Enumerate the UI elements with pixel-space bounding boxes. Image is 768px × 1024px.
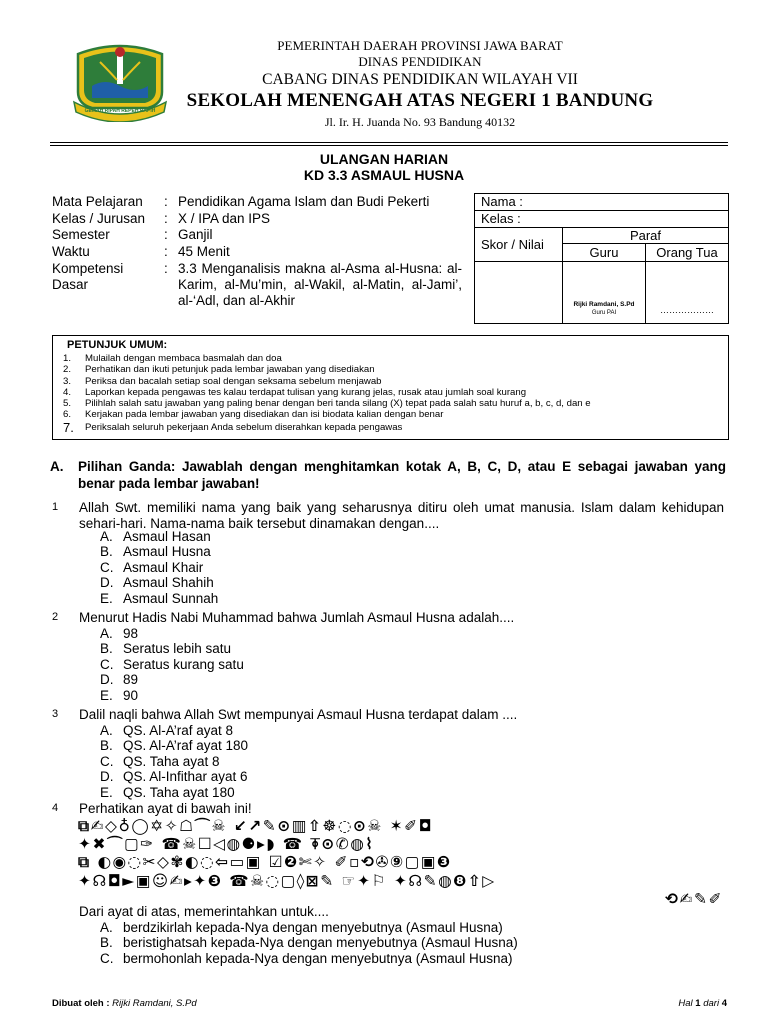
score-cell[interactable] xyxy=(475,262,562,323)
footer-page xyxy=(678,998,727,1009)
section-a-text: Pilihan Ganda: Jawablah dengan menghitamkan kotak A, B, C, D, atau E sebagai jawaban yang benar pada lembar jawaban! xyxy=(78,459,726,491)
answer-option[interactable] xyxy=(100,688,244,703)
question-stem: Allah Swt. memiliki nama yang baik yang seharusnya ditiru oleh umat manusia. Islam dalam kehidupan sehari-hari. Nama-nama baik tersebut dinamakan dengan.... xyxy=(79,500,724,531)
info-row xyxy=(52,194,462,210)
teacher-label: Guru xyxy=(563,244,646,261)
teacher-role: Guru PAI xyxy=(591,310,617,316)
info-row xyxy=(52,227,462,243)
instruction-text: Laporkan kepada pengawas tes kalau terdapat tulisan yang kurang jelas, rusak atau jumlah soal kurang xyxy=(85,386,527,398)
instruction-text: Mulailah dengan membaca basmalah dan doa xyxy=(85,353,282,364)
instruction-number: 6. xyxy=(63,409,72,421)
instruction-text: Kerjakan pada lembar jawaban yang disediakan dan isi biodata kalian dengan benar xyxy=(85,409,444,421)
info-key: Kelas / Jurusan xyxy=(52,210,146,226)
answer-option[interactable] xyxy=(100,544,218,559)
option-text: Asmaul Shahih xyxy=(123,575,214,591)
header-divider xyxy=(50,142,728,143)
option-letter: D. xyxy=(100,575,114,591)
instruction-item xyxy=(63,353,723,364)
answer-option[interactable] xyxy=(100,575,218,590)
instruction-item xyxy=(63,376,723,387)
option-letter: E. xyxy=(100,784,113,800)
info-colon: : xyxy=(164,260,168,276)
instruction-text: Periksalah seluruh pekerjaan Anda sebelum diserahkan kepada pengawas xyxy=(85,421,403,433)
option-letter: B. xyxy=(100,935,113,951)
instruction-number: 4. xyxy=(63,386,72,398)
answer-options xyxy=(100,529,218,606)
instruction-item xyxy=(63,364,723,375)
info-row xyxy=(52,211,462,227)
school-logo xyxy=(70,40,170,122)
parent-label: Orang Tua xyxy=(656,245,718,260)
answer-option[interactable] xyxy=(100,754,248,769)
option-text: 90 xyxy=(123,687,139,703)
option-letter: C. xyxy=(100,559,114,575)
info-colon: : xyxy=(164,243,168,259)
info-key: Kompetensi Dasar xyxy=(52,260,124,292)
answer-option[interactable] xyxy=(100,920,518,935)
instructions-list xyxy=(63,353,723,435)
option-letter: D. xyxy=(100,769,114,785)
option-letter: C. xyxy=(100,753,114,769)
answer-option[interactable] xyxy=(100,641,244,656)
option-text: QS. Taha ayat 180 xyxy=(123,784,235,800)
answer-option[interactable] xyxy=(100,672,244,687)
option-text: QS. Al-A’raf ayat 8 xyxy=(123,723,234,738)
question-substem: Dari ayat di atas, memerintahkan untuk.... xyxy=(79,904,329,919)
option-text: Asmaul Sunnah xyxy=(123,590,219,606)
option-letter: A. xyxy=(100,626,113,641)
option-text: Asmaul Hasan xyxy=(123,529,211,544)
question-stem: Dalil naqli bahwa Allah Swt mempunyai Asmaul Husna terdapat dalam .... xyxy=(79,707,518,722)
teacher-name: Rijki Ramdani, S.Pd xyxy=(573,301,635,308)
footer-author-label: Dibuat oleh : xyxy=(52,998,110,1009)
school-name: SEKOLAH MENENGAH ATAS NEGERI 1 BANDUNG xyxy=(186,90,654,111)
info-key: Mata Pelajaran xyxy=(52,194,143,209)
school-address: Jl. Ir. H. Juanda No. 93 Bandung 40132 xyxy=(324,115,516,129)
instruction-item xyxy=(63,387,723,398)
option-text: beristighatsah kepada-Nya dengan menyebutnya (Asmaul Husna) xyxy=(123,935,518,951)
option-letter: C. xyxy=(100,656,114,672)
option-text: Asmaul Khair xyxy=(123,559,204,575)
answer-option[interactable] xyxy=(100,738,248,753)
option-text: 89 xyxy=(123,672,139,688)
score-label: Skor / Nilai xyxy=(475,228,562,262)
instruction-number: 3. xyxy=(63,375,72,387)
footer-page-prefix: Hal xyxy=(678,998,693,1009)
option-text: QS. Al-Infithar ayat 6 xyxy=(123,769,248,785)
student-box xyxy=(474,193,729,324)
footer-author-name: Rijki Ramdani, S.Pd xyxy=(112,998,197,1009)
instruction-text: Perhatikan dan ikuti petunjuk pada lembar jawaban yang disediakan xyxy=(85,364,375,376)
arabic-line: ⧉✍◇♁◯✡✧☖⌒☠ ↙↗✎⊙▥⇧☸◌⊙☠ ✶✐◘ xyxy=(78,817,434,835)
header-divider-2 xyxy=(50,145,728,146)
option-letter: B. xyxy=(100,738,113,754)
instruction-text: Pilihlah salah satu jawaban yang paling benar dengan beri tanda silang (X) tepat pada salah satu huruf a, b, c, d, dan e xyxy=(85,398,591,410)
option-letter: A. xyxy=(100,723,113,738)
question-stem: Perhatikan ayat di bawah ini! xyxy=(79,801,252,816)
info-row xyxy=(52,244,462,260)
info-value: 3.3 Menganalisis makna al-Asma al-Husna: al-Karim, al-Mu’min, al-Wakil, al-Matin, al-Jami’, al-‘Adl, dan al-Akhir xyxy=(178,260,462,308)
option-letter: A. xyxy=(100,529,113,544)
option-letter: E. xyxy=(100,590,113,606)
header-line3: CABANG DINAS PENDIDIKAN WILAYAH VII xyxy=(262,71,578,88)
instructions-title: PETUNJUK UMUM: xyxy=(67,339,168,351)
answer-option[interactable] xyxy=(100,529,218,544)
letterhead xyxy=(170,38,670,131)
question-number: 3 xyxy=(52,708,59,720)
instruction-item xyxy=(63,398,723,409)
logo-motto: GEMAH RIPAH REPEH RAPIH xyxy=(84,108,156,114)
class-field[interactable]: Kelas : xyxy=(475,211,728,228)
score-column xyxy=(475,228,563,323)
answer-option[interactable] xyxy=(100,626,244,641)
info-value: X / IPA dan IPS xyxy=(178,210,271,226)
footer-page-total: 4 xyxy=(721,998,727,1009)
answer-option[interactable] xyxy=(100,591,218,606)
answer-option[interactable] xyxy=(100,785,248,800)
option-text: QS. Taha ayat 8 xyxy=(123,753,220,769)
arabic-line: ⟲✍✎✐ xyxy=(665,889,723,908)
instruction-number: 2. xyxy=(63,364,72,376)
option-letter: B. xyxy=(100,544,113,560)
question-number: 4 xyxy=(52,802,59,814)
answer-option[interactable] xyxy=(100,935,518,950)
info-colon: : xyxy=(164,210,168,226)
answer-option[interactable] xyxy=(100,951,518,966)
signature-dots: ……………… xyxy=(660,305,714,315)
question-number: 2 xyxy=(52,611,59,623)
info-value: Pendidikan Agama Islam dan Budi Pekerti xyxy=(178,194,430,209)
parent-signature[interactable] xyxy=(646,262,728,323)
instruction-number: 1. xyxy=(63,353,72,364)
option-text: QS. Al-A’raf ayat 180 xyxy=(123,738,249,754)
option-text: Seratus kurang satu xyxy=(123,656,244,672)
info-value: 45 Menit xyxy=(178,243,230,259)
general-instructions xyxy=(52,335,729,440)
answer-option[interactable] xyxy=(100,723,248,738)
paraf-header xyxy=(563,244,728,262)
info-value: Ganjil xyxy=(178,227,213,242)
arabic-line: ✦✖⌒▢✑ ☎☠☐◁◍⚈▸◗ ☎ ⍕⊙✆◍⌇ xyxy=(78,835,375,854)
option-letter: C. xyxy=(100,950,114,966)
teacher-signature xyxy=(563,262,646,323)
option-letter: A. xyxy=(100,920,113,935)
exam-title: ULANGAN HARIAN xyxy=(319,151,449,167)
question-number: 1 xyxy=(52,501,59,513)
answer-options xyxy=(100,920,518,966)
info-key: Waktu xyxy=(52,243,90,259)
info-colon: : xyxy=(164,194,168,209)
option-text: berdzikirlah kepada-Nya dengan menyebutnya (Asmaul Husna) xyxy=(123,920,503,935)
arabic-line: ⧉ ◐◉◌✂◇✾◐◌⇦▭▣ ☑❷✄✧ ✐▫⟲✇⑨▢▣❸ xyxy=(78,853,452,872)
info-colon: : xyxy=(164,227,168,242)
section-a-label: A. xyxy=(50,459,64,474)
option-text: Asmaul Husna xyxy=(123,544,211,560)
option-text: Seratus lebih satu xyxy=(123,641,232,657)
arabic-line: ✦☊◘►▣☺✍▸✦❸ ☎☠◌▢◊⊠✎ ☞✦⚐ ✦☊✎◍❽⇧▷ xyxy=(78,871,496,890)
footer-page-number: 1 xyxy=(695,998,701,1009)
instruction-item xyxy=(63,421,723,435)
name-field[interactable]: Nama : xyxy=(475,194,728,211)
header-line2: DINAS PENDIDIKAN xyxy=(358,54,482,69)
question-stem: Menurut Hadis Nabi Muhammad bahwa Jumlah Asmaul Husna adalah.... xyxy=(79,610,515,625)
paraf-column xyxy=(563,228,728,323)
instruction-number: 7. xyxy=(63,419,74,435)
header-line1: PEMERINTAH DAERAH PROVINSI JAWA BARAT xyxy=(277,38,563,53)
answer-option[interactable] xyxy=(100,657,244,672)
paraf-label: Paraf xyxy=(563,228,728,244)
option-letter: E. xyxy=(100,687,113,703)
footer-page-of: dari xyxy=(703,998,720,1009)
signature-row xyxy=(563,262,728,323)
exam-info xyxy=(52,194,462,309)
answer-options xyxy=(100,626,244,703)
instruction-text: Periksa dan bacalah setiap soal dengan seksama sebelum menjawab xyxy=(85,375,382,387)
option-letter: D. xyxy=(100,672,114,688)
info-key: Semester xyxy=(52,227,110,242)
option-text: 98 xyxy=(123,626,139,641)
option-text: bermohonlah kepada-Nya dengan menyebutnya (Asmaul Husna) xyxy=(123,950,513,966)
arabic-verse xyxy=(78,817,723,908)
answer-option[interactable] xyxy=(100,769,248,784)
instruction-item xyxy=(63,409,723,420)
footer-author xyxy=(52,998,197,1009)
answer-option[interactable] xyxy=(100,560,218,575)
info-row xyxy=(52,261,462,309)
instruction-number: 5. xyxy=(63,398,72,410)
answer-options xyxy=(100,723,248,800)
exam-subtitle: KD 3.3 ASMAUL HUSNA xyxy=(303,167,465,183)
option-letter: B. xyxy=(100,641,113,657)
score-grid xyxy=(475,228,728,323)
